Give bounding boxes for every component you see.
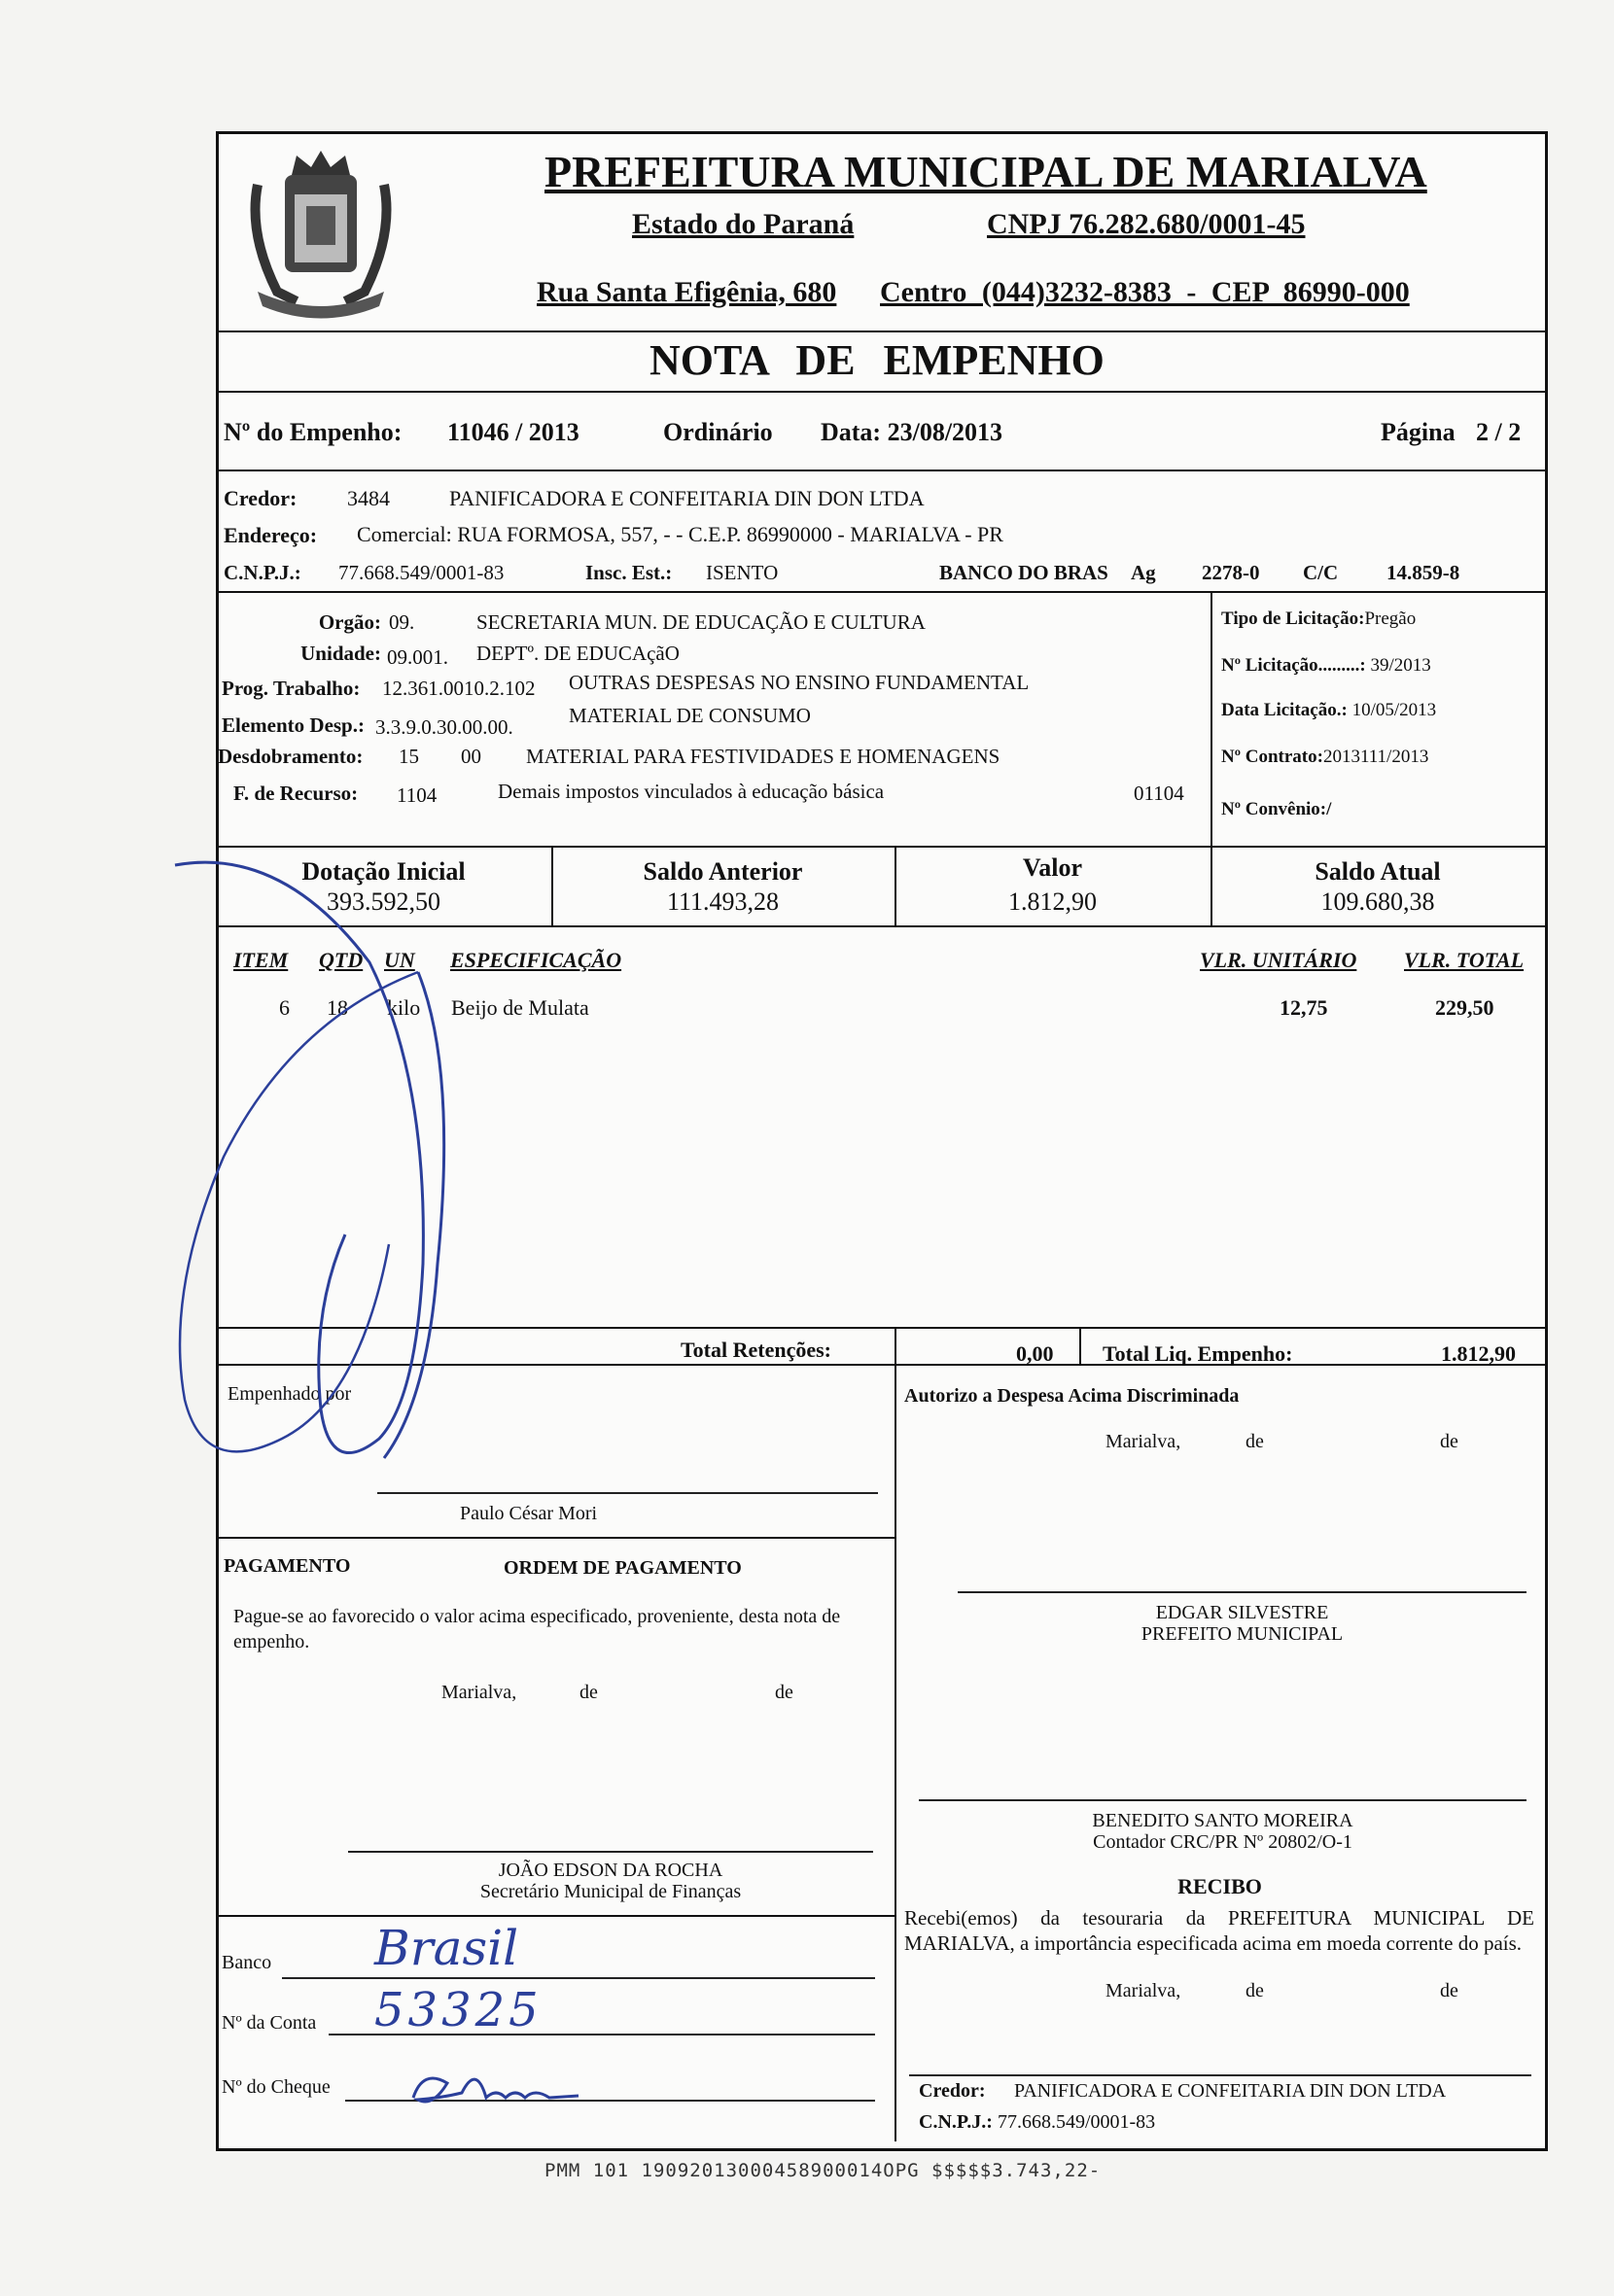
handwritten-cheque-signature <box>404 2059 598 2122</box>
ordem-pagamento-label: ORDEM DE PAGAMENTO <box>504 1557 742 1579</box>
banco-label: Banco <box>222 1952 272 1973</box>
col-qtd: QTD <box>319 948 364 972</box>
edgar-name: EDGAR SILVESTRE <box>1155 1602 1329 1623</box>
credor-cnpj-label: C.N.P.J.: <box>224 561 301 584</box>
elemento-label: Elemento Desp.: <box>222 713 365 737</box>
orgao-value: SECRETARIA MUN. DE EDUCAÇÃO E CULTURA <box>476 610 926 634</box>
secretario-title: Secretário Municipal de Finanças <box>479 1881 742 1902</box>
total-liq-value: 1.812,90 <box>1441 1341 1516 1366</box>
valor-value: 1.812,90 <box>1008 887 1097 916</box>
licitacao-numero: Nº Licitação.........: 39/2013 <box>1221 655 1431 676</box>
recibo-marialva: Marialva, <box>1105 1980 1181 2001</box>
header-address: Rua Santa Efigênia, 680 <box>537 276 837 308</box>
autorizo-de2: de <box>1440 1431 1458 1452</box>
pague-text: Pague-se ao favorecido o valor acima especificado, proveniente, desta nota de empenho. <box>233 1606 841 1652</box>
ie-label: Insc. Est.: <box>585 561 673 584</box>
dotacao-inicial-label: Dotação Inicial <box>301 857 466 886</box>
empenho-number: 11046 / 2013 <box>447 418 579 446</box>
prog-code: 12.361.0010.2.102 <box>382 677 536 700</box>
bank-name: BANCO DO BRAS <box>939 561 1108 584</box>
pagamento-de2: de <box>775 1682 793 1703</box>
licitacao-convenio: Nº Convênio:/ <box>1221 799 1332 819</box>
bank-cc-value: 14.859-8 <box>1386 561 1460 584</box>
prog-label: Prog. Trabalho: <box>222 677 361 700</box>
joao-name: JOÃO EDSON DA ROCHA <box>498 1860 723 1881</box>
recibo-credor-label: Credor: <box>919 2080 986 2102</box>
bank-ag-label: Ag <box>1131 561 1156 584</box>
header-state: Estado do Paraná <box>632 208 855 240</box>
document-title: NOTA DE EMPENHO <box>649 336 1105 384</box>
credor-label: Credor: <box>224 486 298 510</box>
orgao-label: Orgão: <box>318 610 381 634</box>
autorizo-marialva: Marialva, <box>1105 1431 1181 1452</box>
credor-name: PANIFICADORA E CONFEITARIA DIN DON LTDA <box>449 486 925 510</box>
endereco-value: Comercial: RUA FORMOSA, 557, - - C.E.P. 86990000 - MARIALVA - PR <box>357 522 1003 546</box>
dotacao-inicial-value: 393.592,50 <box>327 887 440 916</box>
orgao-code: 09. <box>389 610 415 634</box>
item-number: 6 <box>279 995 290 1020</box>
paulo-name: Paulo César Mori <box>460 1503 598 1524</box>
recurso-label: F. de Recurso: <box>233 782 359 805</box>
licitacao-data: Data Licitação.: 10/05/2013 <box>1221 700 1437 720</box>
autorizo-de1: de <box>1246 1431 1264 1452</box>
credor-code: 3484 <box>347 486 390 510</box>
total-retencoes-value: 0,00 <box>1016 1341 1054 1366</box>
recibo-credor-name: PANIFICADORA E CONFEITARIA DIN DON LTDA <box>1014 2080 1447 2102</box>
bank-ag-value: 2278-0 <box>1202 561 1260 584</box>
saldo-atual-label: Saldo Atual <box>1315 857 1441 886</box>
header-contact: Centro (044)3232-8383 - CEP 86990-000 <box>880 276 1410 308</box>
recibo-text: Recebi(emos) da tesouraria da PREFEITURA MUNICIPAL DE MARIALVA, a importância especificada acima em moeda corrente do país. <box>904 1906 1534 1955</box>
signature-scribble <box>165 855 651 1492</box>
col-vlr-total: VLR. TOTAL <box>1404 948 1525 972</box>
conta-label: Nº da Conta <box>222 2012 317 2034</box>
desdobramento-code2: 00 <box>461 745 481 768</box>
recurso-code2: 01104 <box>1134 782 1184 805</box>
col-item: ITEM <box>233 948 289 972</box>
col-vlr-unitario: VLR. UNITÁRIO <box>1200 948 1357 972</box>
pagamento-label: PAGAMENTO <box>224 1555 351 1577</box>
footer-code: PMM 101 19092013000458900014OPG $$$$$3.743,22- <box>544 2160 1102 2181</box>
col-un: UN <box>384 948 415 972</box>
empenho-type: Ordinário <box>663 418 773 446</box>
bank-cc-label: C/C <box>1303 561 1339 584</box>
total-retencoes-label: Total Retenções: <box>681 1338 831 1362</box>
licitacao-tipo: Tipo de Licitação:Pregão <box>1221 609 1417 629</box>
recurso-value: Demais impostos vinculados à educação básica <box>498 780 885 803</box>
desdobramento-label: Desdobramento: <box>218 745 364 768</box>
item-vlr-unitario: 12,75 <box>1280 995 1328 1020</box>
recibo-de2: de <box>1440 1980 1458 2001</box>
recibo-de1: de <box>1246 1980 1264 2001</box>
empenhado-por-label: Empenhado por <box>228 1383 352 1405</box>
prog-value: OUTRAS DESPESAS NO ENSINO FUNDAMENTAL <box>569 671 1030 694</box>
item-vlr-total: 229,50 <box>1435 995 1494 1020</box>
handwritten-banco: Brasil <box>374 1920 519 1976</box>
empenho-label: Nº do Empenho: <box>224 418 403 446</box>
recibo-title: RECIBO <box>1177 1874 1262 1898</box>
recurso-code: 1104 <box>397 783 438 807</box>
contador-title: Contador CRC/PR Nº 20802/O-1 <box>1093 1831 1352 1853</box>
saldo-anterior-value: 111.493,28 <box>666 887 780 916</box>
desdobramento-code1: 15 <box>399 745 419 768</box>
header-cnpj: CNPJ 76.282.680/0001-45 <box>987 208 1306 240</box>
handwritten-conta: 53325 <box>374 1983 543 2037</box>
prefeito-title: PREFEITO MUNICIPAL <box>1140 1623 1344 1645</box>
coat-of-arms-logo <box>238 146 404 321</box>
pagamento-marialva: Marialva, <box>441 1682 517 1703</box>
licitacao-contrato: Nº Contrato:2013111/2013 <box>1221 747 1429 767</box>
unidade-value: DEPTº. DE EDUCAçãO <box>476 642 680 665</box>
saldo-anterior-label: Saldo Anterior <box>643 857 803 886</box>
saldo-atual-value: 109.680,38 <box>1320 887 1435 916</box>
header-title: PREFEITURA MUNICIPAL DE MARIALVA <box>544 147 1427 196</box>
recibo-cnpj: C.N.P.J.: 77.668.549/0001-83 <box>919 2111 1156 2133</box>
endereco-label: Endereço: <box>224 523 318 547</box>
col-especificacao: ESPECIFICAÇÃO <box>450 948 622 972</box>
ie-value: ISENTO <box>706 561 779 584</box>
benedito-name: BENEDITO SANTO MOREIRA <box>1092 1810 1353 1831</box>
total-liq-label: Total Liq. Empenho: <box>1103 1341 1293 1366</box>
item-qtd: 18 <box>327 995 348 1020</box>
autorizo-label: Autorizo a Despesa Acima Discriminada <box>904 1385 1240 1407</box>
empenho-date: Data: 23/08/2013 <box>821 418 1003 446</box>
valor-label: Valor <box>1022 853 1083 882</box>
page-number: 2 / 2 <box>1476 418 1522 446</box>
cheque-label: Nº do Cheque <box>222 2076 331 2098</box>
unidade-code: 09.001. <box>387 645 448 669</box>
credor-cnpj-value: 77.668.549/0001-83 <box>338 561 505 584</box>
page-label: Página <box>1381 418 1456 446</box>
elemento-code: 3.3.9.0.30.00.00. <box>375 715 513 739</box>
elemento-value: MATERIAL DE CONSUMO <box>569 704 811 727</box>
unidade-label: Unidade: <box>300 642 381 665</box>
pagamento-de1: de <box>579 1682 598 1703</box>
desdobramento-value: MATERIAL PARA FESTIVIDADES E HOMENAGENS <box>526 745 1000 768</box>
item-un: kilo <box>387 995 421 1020</box>
item-especificacao: Beijo de Mulata <box>451 995 589 1020</box>
